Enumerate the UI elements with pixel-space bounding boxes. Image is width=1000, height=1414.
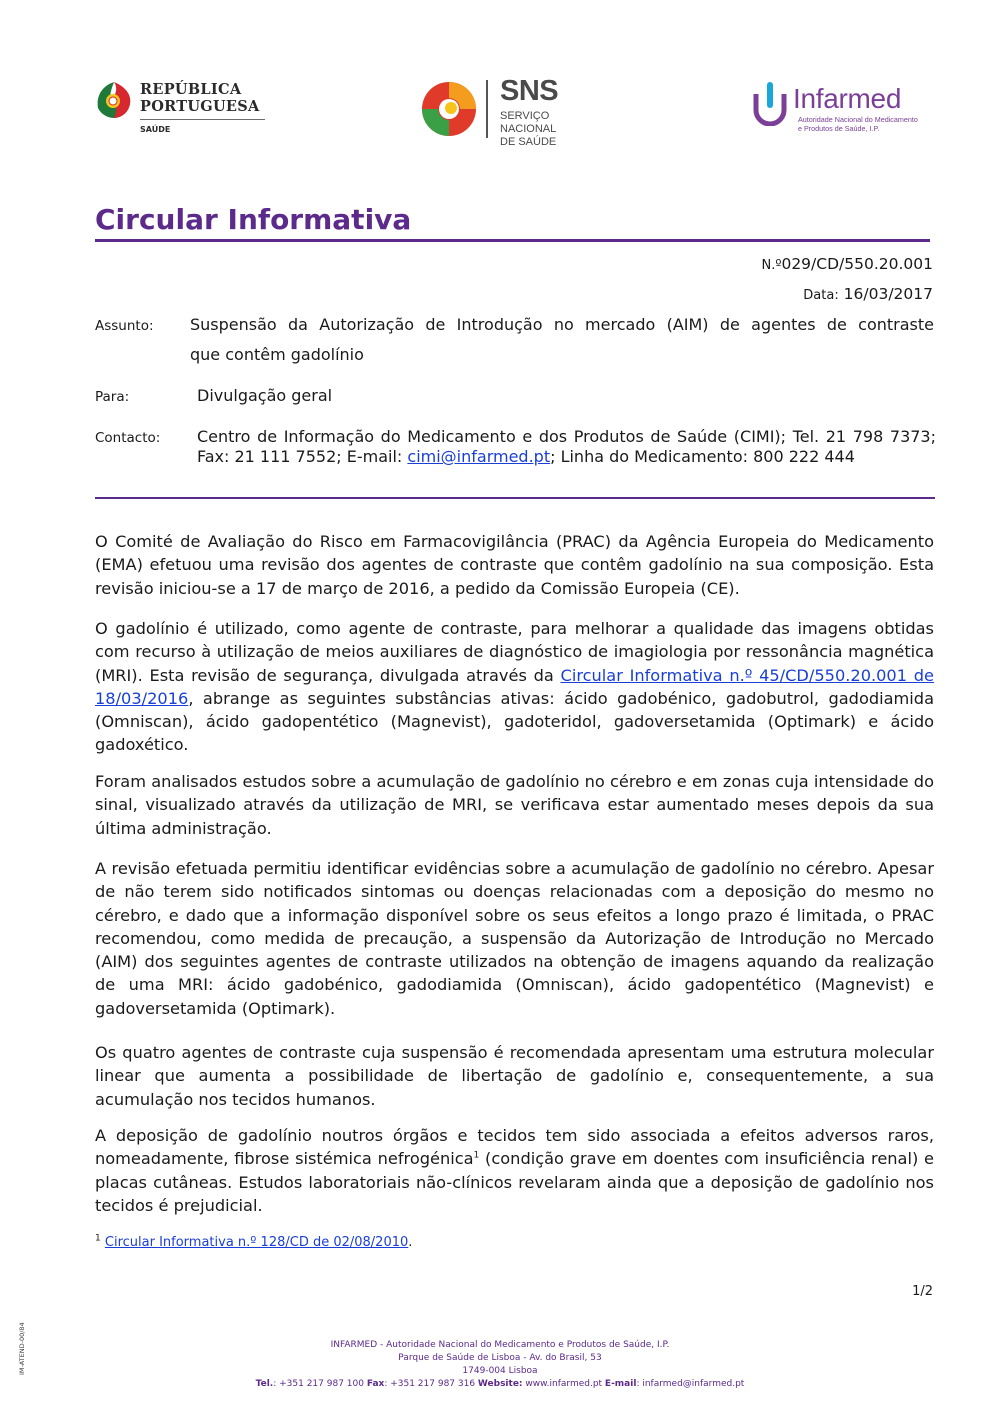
footer-website: www.infarmed.pt xyxy=(522,1379,605,1389)
footer-line2: Parque de Saúde de Lisboa - Av. do Brasil, 53 xyxy=(398,1353,602,1363)
para-label: Para: xyxy=(95,389,130,405)
sns-name: SNS xyxy=(500,75,559,107)
contacto-email-link[interactable]: cimi@infarmed.pt xyxy=(407,447,551,466)
infarmed-logo xyxy=(750,78,930,140)
assunto-line1: Suspensão da Autorização de Introdução no mercado (AIM) de agentes de contraste xyxy=(190,315,934,334)
infarmed-sub2: e Produtos de Saúde, I.P. xyxy=(798,124,880,133)
document-title: Circular Informativa xyxy=(95,203,412,236)
paragraph-2: O gadolínio é utilizado, como agente de contraste, para melhorar a qualidade das imagens obtidas com recurso à utilização de meios auxiliares de diagnóstico de imagiologia por ressonância magnética (MRI). Esta revisão de segurança, divulgada através da Circular Informativa n.º 45/CD/550.20.001 de 18/03/2016, abrange as seguintes substâncias ativas: ácido gadobénico, gadobutrol, gadodiamida (Omniscan), ácido gadopentético (Magnevist), gadoteridol, gadoversetamida (Optimark) e ácido gadoxético. xyxy=(95,619,934,755)
paragraph-6: A deposição de gadolínio noutros órgãos e tecidos tem sido associada a efeitos adversos raros, nomeadamente, fibrose sistémica nefrogénica$^1$ (condição grave em doentes com insuficiência renal) e placas cutâneas. Estudos laboratoriais não-clínicos revelaram ainda que a deposição de gadolínio nos tecidos é prejudicial. xyxy=(95,1126,935,1215)
footnote: $^1$ Circular Informativa n.º 128/CD de 02/08/2010. xyxy=(95,1233,413,1250)
paragraph-1: O Comité de Avaliação do Risco em Farmacovigilância (PRAC) da Agência Europeia do Medicamento (EMA) efetuou uma revisão dos agentes de contraste que contêm gadolínio na sua composição. Esta revisão iniciou-se a 17 de março de 2016, a pedido da Comissão Europeia (CE). xyxy=(95,532,934,598)
circular-128-link[interactable]: Circular Informativa n.º 128/CD de 02/08/2010 xyxy=(104,1235,409,1250)
infarmed-sub1: Autoridade Nacional do Medicamento xyxy=(798,115,918,124)
paragraph-4: A revisão efetuada permitiu identificar evidências sobre a acumulação de gadolínio no cérebro. Apesar de não terem sido notificados sintomas ou doenças relacionadas com a deposição do mesmo no cérebro, e dado que a informação disponível sobre os seus efeitos a longo prazo é limitada, o PRAC recomendou, como medida de precaução, a suspensão da Autorização de Introdução no Mercado (AIM) dos seguintes agentes de contraste utilizados na obtenção de imagens aquando da realização de uma MRI: ácido gadobénico, gadodiamida (Omniscan), ácido gadopentético (Magnevist) e gadoversetamida (Optimark). xyxy=(95,859,934,1018)
form-code: IM-ATEND-00/84 xyxy=(18,1322,26,1375)
sns-sub2: DE SAÚDE xyxy=(500,136,557,148)
assunto-line2: que contêm gadolínio xyxy=(190,345,364,364)
title-underline xyxy=(95,239,930,242)
republica-sub: SAÚDE xyxy=(140,125,171,134)
divider xyxy=(486,80,488,138)
assunto-label: Assunto: xyxy=(95,318,154,334)
header-divider xyxy=(95,497,935,499)
sns-sub1: SERVIÇO NACIONAL xyxy=(500,110,557,135)
infarmed-name: Infarmed xyxy=(793,83,902,114)
republica-line1: REPÚBLICA xyxy=(140,81,242,98)
circular-date: Data: 16/03/2017 xyxy=(803,285,933,303)
para-value: Divulgação geral xyxy=(197,386,333,405)
republica-portuguesa-logo xyxy=(94,78,269,140)
contacto-value: Centro de Informação do Medicamento e dos Produtos de Saúde (CIMI); Tel. 21 798 7373; Fax: 21 111 7552; E-mail: cimi@infarmed.pt; Linha do Medicamento: 800 222 444 xyxy=(197,427,936,466)
footer-line1: INFARMED - Autoridade Nacional do Medicamento e Produtos de Saúde, I.P. xyxy=(330,1340,670,1350)
footnote-ref: 1 xyxy=(473,1150,480,1161)
portugal-emblem-icon xyxy=(94,80,134,120)
republica-line2: PORTUGUESA xyxy=(140,98,260,115)
circular-45-link[interactable]: Circular Informativa n.º 45/CD/550.20.001 de 18/03/2016 xyxy=(95,665,934,708)
paragraph-5: Os quatro agentes de contraste cuja suspensão é recomendada apresentam uma estrutura molecular linear que aumenta a possibilidade de libertação de gadolínio e, consequentemente, a sua acumulação nos tecidos humanos. xyxy=(95,1043,934,1109)
paragraph-3: Foram analisados estudos sobre a acumulação de gadolínio no cérebro e em zonas cuja intensidade do sinal, visualizado através da utilização de MRI, se verificava estar aumentado meses depois da sua última administração. xyxy=(95,772,934,838)
contacto-label: Contacto: xyxy=(95,430,161,446)
sns-logo xyxy=(420,75,600,148)
footer-contacts: Tel.: +351 217 987 100 Fax: +351 217 987 316 Website: www.infarmed.pt E-mail: infarmed@infarmed.pt xyxy=(255,1379,745,1389)
page-number: 1/2 xyxy=(912,1284,933,1299)
footer-line3: 1749-004 Lisboa xyxy=(462,1366,538,1376)
divider xyxy=(140,119,265,120)
sns-circle-icon xyxy=(420,80,478,138)
infarmed-symbol-icon xyxy=(750,80,790,126)
circular-number: N.º029/CD/550.20.001 xyxy=(761,255,933,273)
footer-email: : infarmed@infarmed.pt xyxy=(636,1379,745,1389)
